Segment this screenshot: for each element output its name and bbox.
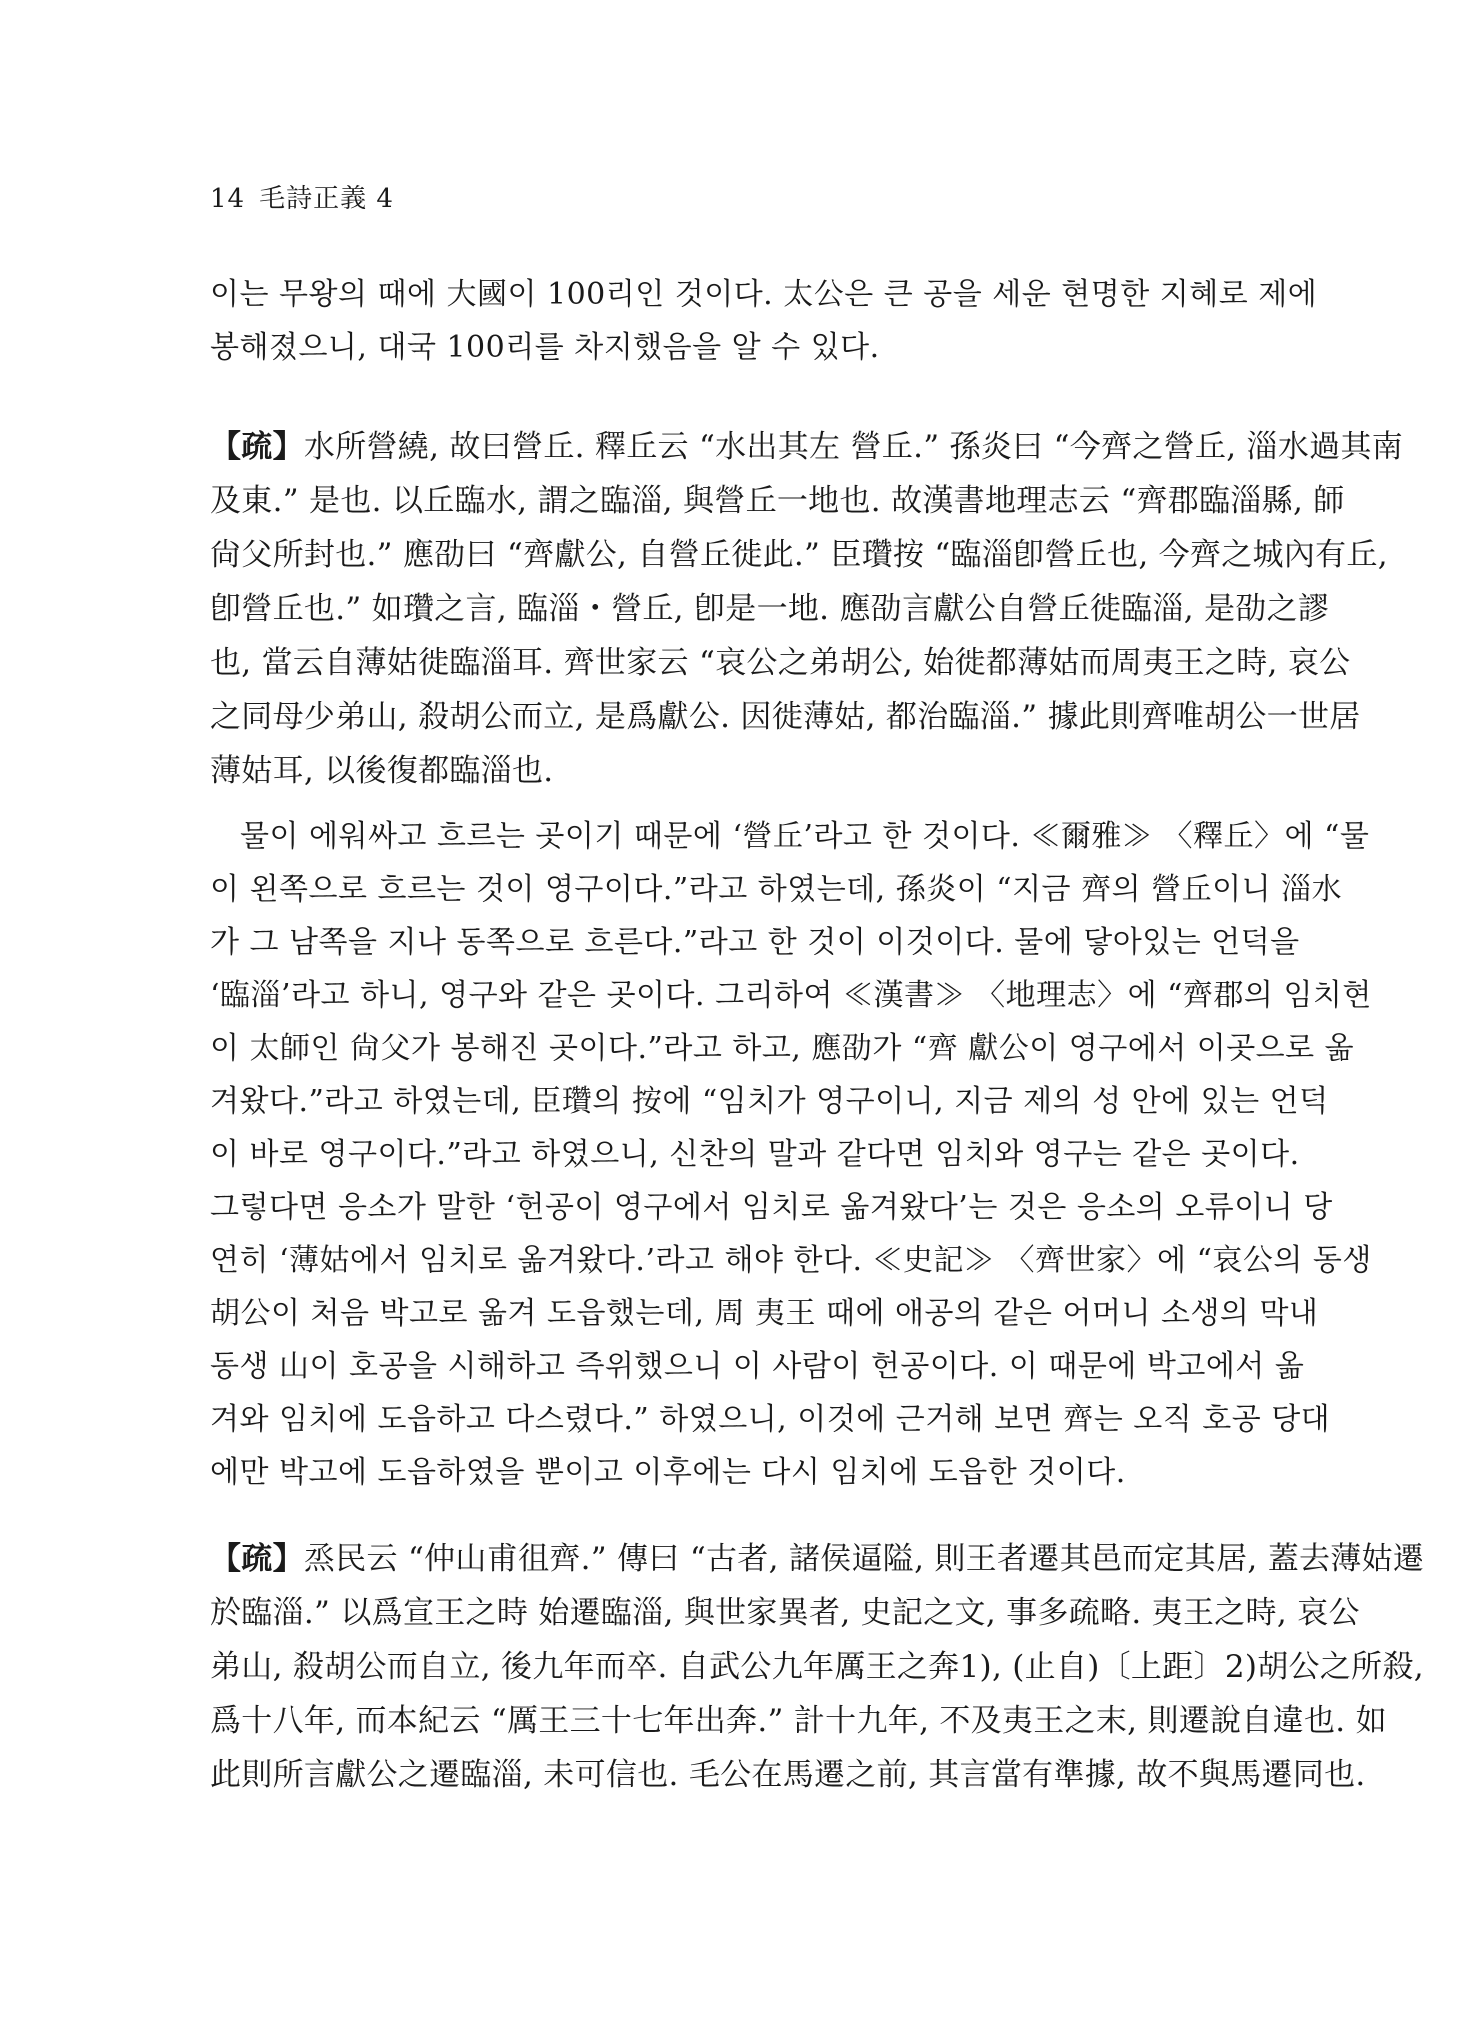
text-line: 겨와 임치에 도읍하고 다스렸다.” 하였으니, 이것에 근거해 보면 齊는 오직 호공 당대 bbox=[210, 1402, 1331, 1437]
text-line: 연히 ‘薄姑에서 임치로 옮겨왔다.’라고 해야 한다. ≪史記≫ 〈齊世家〉에 “哀公의 동생 bbox=[210, 1243, 1372, 1278]
text-line: 弟山, 殺胡公而自立, 後九年而卒. 自武公九年厲王之奔1), (止自)〔上距〕2)胡公之所殺, bbox=[210, 1649, 1424, 1685]
shu-marker: 【疏】 bbox=[210, 429, 304, 465]
text-line: 尙父所封也.” 應劭曰 “齊獻公, 自營丘徙此.” 臣瓚按 “臨淄卽營丘也, 今齊之城內有丘, bbox=[210, 537, 1388, 573]
text-line: 이 太師인 尙父가 봉해진 곳이다.”라고 하고, 應劭가 “齊 獻公이 영구에서 이곳으로 옮 bbox=[210, 1031, 1355, 1066]
text-line: 그렇다면 응소가 말한 ‘헌공이 영구에서 임치로 옮겨왔다’는 것은 응소의 오류이니 당 bbox=[210, 1190, 1333, 1225]
text-line: 及東.” 是也. 以丘臨水, 謂之臨淄, 與營丘一地也. 故漢書地理志云 “齊郡臨淄縣, 師 bbox=[210, 483, 1345, 519]
book-title: 毛詩正義 4 bbox=[259, 184, 394, 214]
text-line: 水所營繞, 故曰營丘. 釋丘云 “水出其左 營丘.” 孫炎曰 “今齊之營丘, 淄水過其南 bbox=[303, 429, 1404, 465]
text-line: ‘臨淄’라고 하니, 영구와 같은 곳이다. 그리하여 ≪漢書≫ 〈地理志〉에 “齊郡의 임치현 bbox=[210, 978, 1372, 1013]
text-line: 이 바로 영구이다.”라고 하였으니, 신찬의 말과 같다면 임치와 영구는 같은 곳이다. bbox=[210, 1137, 1300, 1172]
text-line: 爲十八年, 而本紀云 “厲王三十七年出奔.” 計十九年, 不及夷王之末, 則遷說自違也. 如 bbox=[210, 1703, 1387, 1739]
text-line: 이 왼쪽으로 흐르는 것이 영구이다.”라고 하였는데, 孫炎이 “지금 齊의 營丘이니 淄水 bbox=[210, 872, 1343, 907]
text-line: 烝民云 “仲山甫徂齊.” 傳曰 “古者, 諸侯逼隘, 則王者遷其邑而定其居, 蓋去薄姑遷 bbox=[303, 1541, 1425, 1577]
text-line: 之同母少弟山, 殺胡公而立, 是爲獻公. 因徙薄姑, 都治臨淄.” 據此則齊唯胡公一世居 bbox=[210, 699, 1361, 735]
translation-paragraph-1 bbox=[210, 810, 1372, 1499]
page-number: 14 bbox=[210, 184, 246, 214]
text-line: 동생 山이 호공을 시해하고 즉위했으니 이 사람이 헌공이다. 이 때문에 박고에서 옮 bbox=[210, 1349, 1305, 1384]
text-line: 胡公이 처음 박고로 옮겨 도읍했는데, 周 夷王 때에 애공의 같은 어머니 소생의 막내 bbox=[210, 1296, 1319, 1331]
running-header bbox=[210, 178, 394, 215]
text-line: 於臨淄.” 以爲宣王之時 始遷臨淄, 與世家異者, 史記之文, 事多疏略. 夷王之時, 哀公 bbox=[210, 1595, 1360, 1631]
text-line: 此則所言獻公之遷臨淄, 未可信也. 毛公在馬遷之前, 其言當有準據, 故不與馬遷同也. bbox=[210, 1757, 1366, 1793]
text-line: 겨왔다.”라고 하였는데, 臣瓚의 按에 “임치가 영구이니, 지금 제의 성 안에 있는 언덕 bbox=[210, 1084, 1329, 1119]
commentary-paragraph-2 bbox=[210, 1532, 1425, 1802]
text-line: 봉해졌으니, 대국 100리를 차지했음을 알 수 있다. bbox=[210, 330, 880, 365]
text-line: 卽營丘也.” 如瓚之言, 臨淄・營丘, 卽是一地. 應劭言獻公自營丘徙臨淄, 是劭之謬 bbox=[210, 591, 1330, 627]
text-line: 이는 무왕의 때에 大國이 100리인 것이다. 太公은 큰 공을 세운 현명한 지혜로 제에 bbox=[210, 277, 1318, 312]
intro-paragraph bbox=[210, 268, 1318, 374]
text-line: 물이 에워싸고 흐르는 곳이기 때문에 ‘營丘’라고 한 것이다. ≪爾雅≫ 〈釋丘〉에 “물 bbox=[240, 819, 1370, 854]
commentary-paragraph-1 bbox=[210, 420, 1404, 798]
shu-marker: 【疏】 bbox=[210, 1541, 304, 1577]
text-line: 薄姑耳, 以後復都臨淄也. bbox=[210, 753, 554, 789]
text-line: 也, 當云自薄姑徙臨淄耳. 齊世家云 “哀公之弟胡公, 始徙都薄姑而周夷王之時, 哀公 bbox=[210, 645, 1351, 681]
text-line: 가 그 남쪽을 지나 동쪽으로 흐른다.”라고 한 것이 이것이다. 물에 닿아있는 언덕을 bbox=[210, 925, 1300, 960]
text-line: 에만 박고에 도읍하였을 뿐이고 이후에는 다시 임치에 도읍한 것이다. bbox=[210, 1455, 1126, 1490]
